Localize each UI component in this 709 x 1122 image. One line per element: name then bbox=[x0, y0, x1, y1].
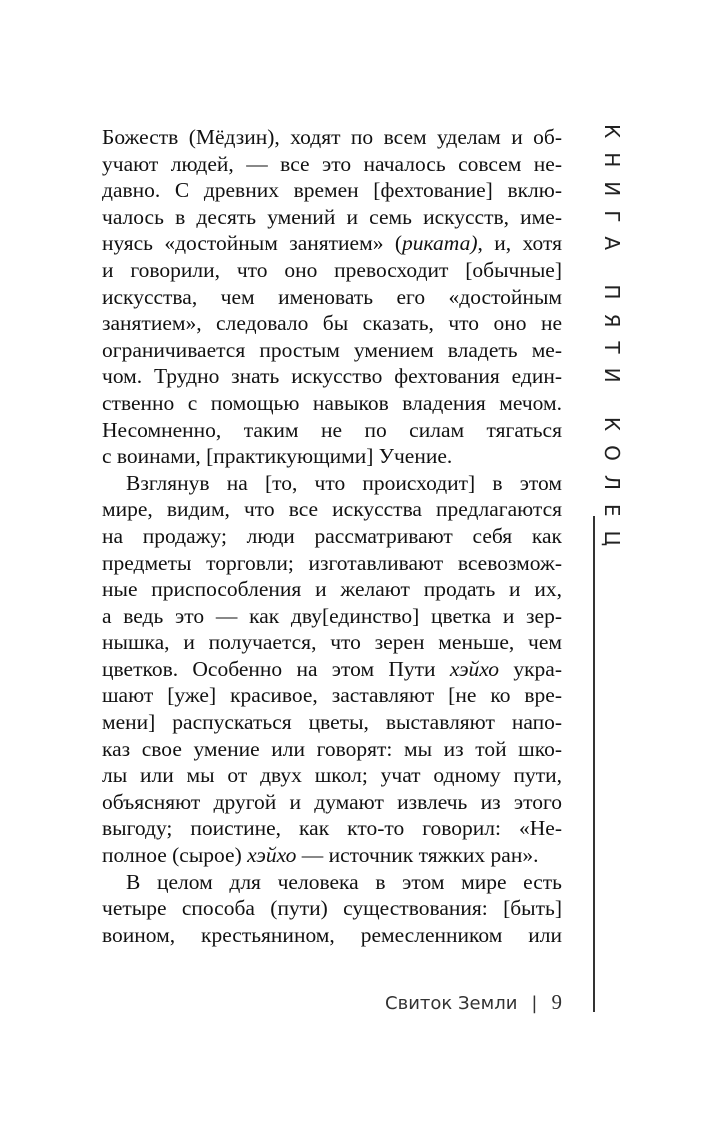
text-line bbox=[102, 363, 562, 390]
text-line bbox=[102, 550, 562, 577]
text-run: а ведь это — как дву[единство] цветка и зер- bbox=[102, 603, 562, 628]
text-run: чалось в десять умений и семь искусств, име- bbox=[102, 204, 562, 229]
text-line bbox=[102, 124, 562, 151]
text-run: ные приспособления и желают продать и их, bbox=[102, 577, 562, 602]
text-line bbox=[102, 869, 562, 896]
text-run: занятием», следовало бы сказать, что оно не bbox=[102, 311, 562, 336]
text-run: , и, хотя bbox=[477, 231, 562, 256]
text-line bbox=[102, 204, 562, 231]
text-run: ограничивается простым умением владеть ме- bbox=[102, 337, 562, 362]
text-line bbox=[102, 177, 562, 204]
text-line bbox=[102, 470, 562, 497]
italic-term: хэйхо bbox=[247, 843, 297, 868]
text-line bbox=[102, 310, 562, 337]
text-run: Взглянув на [то, что происходит] в этом bbox=[126, 470, 562, 495]
page-footer bbox=[300, 990, 562, 1015]
text-run: цветков. Особенно на этом Пути bbox=[102, 656, 450, 681]
text-run: каз свое умение или говорят: мы из той шко- bbox=[102, 736, 562, 761]
text-run: воином, крестьянином, ремесленником или bbox=[102, 922, 562, 947]
text-line bbox=[102, 337, 562, 364]
text-run: давно. С древних времен [фехтование] вклю- bbox=[102, 178, 562, 203]
text-run: выгоду; поистине, как кто-то говорил: «Не- bbox=[102, 816, 562, 841]
text-line bbox=[102, 815, 562, 842]
text-line bbox=[102, 496, 562, 523]
text-line bbox=[102, 443, 562, 470]
text-run: нышка, и получается, что зерен меньше, чем bbox=[102, 630, 562, 655]
page-number: 9 bbox=[551, 990, 562, 1014]
text-run: на продажу; люди рассматривают себя как bbox=[102, 523, 562, 548]
text-line bbox=[102, 895, 562, 922]
text-run: — источник тяжких ран». bbox=[296, 843, 539, 868]
text-line bbox=[102, 417, 562, 444]
text-line bbox=[102, 257, 562, 284]
text-run: чом. Трудно знать искусство фехтования един- bbox=[102, 364, 562, 389]
text-line bbox=[102, 230, 562, 257]
text-run: и говорили, что оно превосходит [обычные] bbox=[102, 257, 562, 282]
text-run: мире, видим, что все искусства предлагаются bbox=[102, 497, 562, 522]
footer-section-title: Свиток Земли bbox=[385, 993, 518, 1014]
text-run: укра- bbox=[499, 656, 562, 681]
text-line bbox=[102, 656, 562, 683]
text-line bbox=[102, 922, 562, 949]
text-run: ственно с помощью навыков владения мечом. bbox=[102, 390, 562, 415]
text-run: объясняют другой и думают извлечь из этого bbox=[102, 789, 562, 814]
text-run: лы или мы от двух школ; учат одному пути, bbox=[102, 763, 562, 788]
text-line bbox=[102, 603, 562, 630]
text-run: Несомненно, таким не по силам тягаться bbox=[102, 417, 562, 442]
running-head-book-title: КНИГА ПЯТИ КОЛЕЦ bbox=[600, 124, 624, 561]
text-line bbox=[102, 842, 562, 869]
text-line bbox=[102, 736, 562, 763]
text-run: с воинами, [практикующими] Учение. bbox=[102, 444, 453, 469]
running-head-rule bbox=[593, 516, 595, 1012]
text-line bbox=[102, 789, 562, 816]
text-run: Божеств (Мёдзин), ходят по всем уделам и об- bbox=[102, 125, 562, 149]
text-run: мени] распускаться цветы, выставляют напо- bbox=[102, 710, 562, 735]
text-line bbox=[102, 576, 562, 603]
text-line bbox=[102, 523, 562, 550]
text-run: учают людей, — все это началось совсем не- bbox=[102, 151, 562, 176]
text-line bbox=[102, 762, 562, 789]
italic-term: риката) bbox=[402, 231, 478, 256]
text-run: предметы торговли; изготавливают всевозмож- bbox=[102, 550, 562, 575]
text-line bbox=[102, 284, 562, 311]
text-line bbox=[102, 629, 562, 656]
text-line bbox=[102, 390, 562, 417]
text-line bbox=[102, 709, 562, 736]
text-run: искусства, чем именовать его «достойным bbox=[102, 284, 562, 309]
italic-term: хэйхо bbox=[449, 656, 500, 681]
text-line bbox=[102, 151, 562, 178]
footer-separator: | bbox=[531, 993, 538, 1014]
text-run: шают [уже] красивое, заставляют [не ко вре- bbox=[102, 683, 562, 708]
text-run: В целом для человека в этом мире есть bbox=[126, 869, 562, 894]
text-run: полное (сырое) bbox=[102, 843, 248, 868]
text-run: четыре способа (пути) существования: [быть] bbox=[102, 896, 562, 921]
text-run: нуясь «достойным занятием» ( bbox=[102, 231, 403, 256]
body-text bbox=[102, 124, 562, 948]
text-line bbox=[102, 682, 562, 709]
